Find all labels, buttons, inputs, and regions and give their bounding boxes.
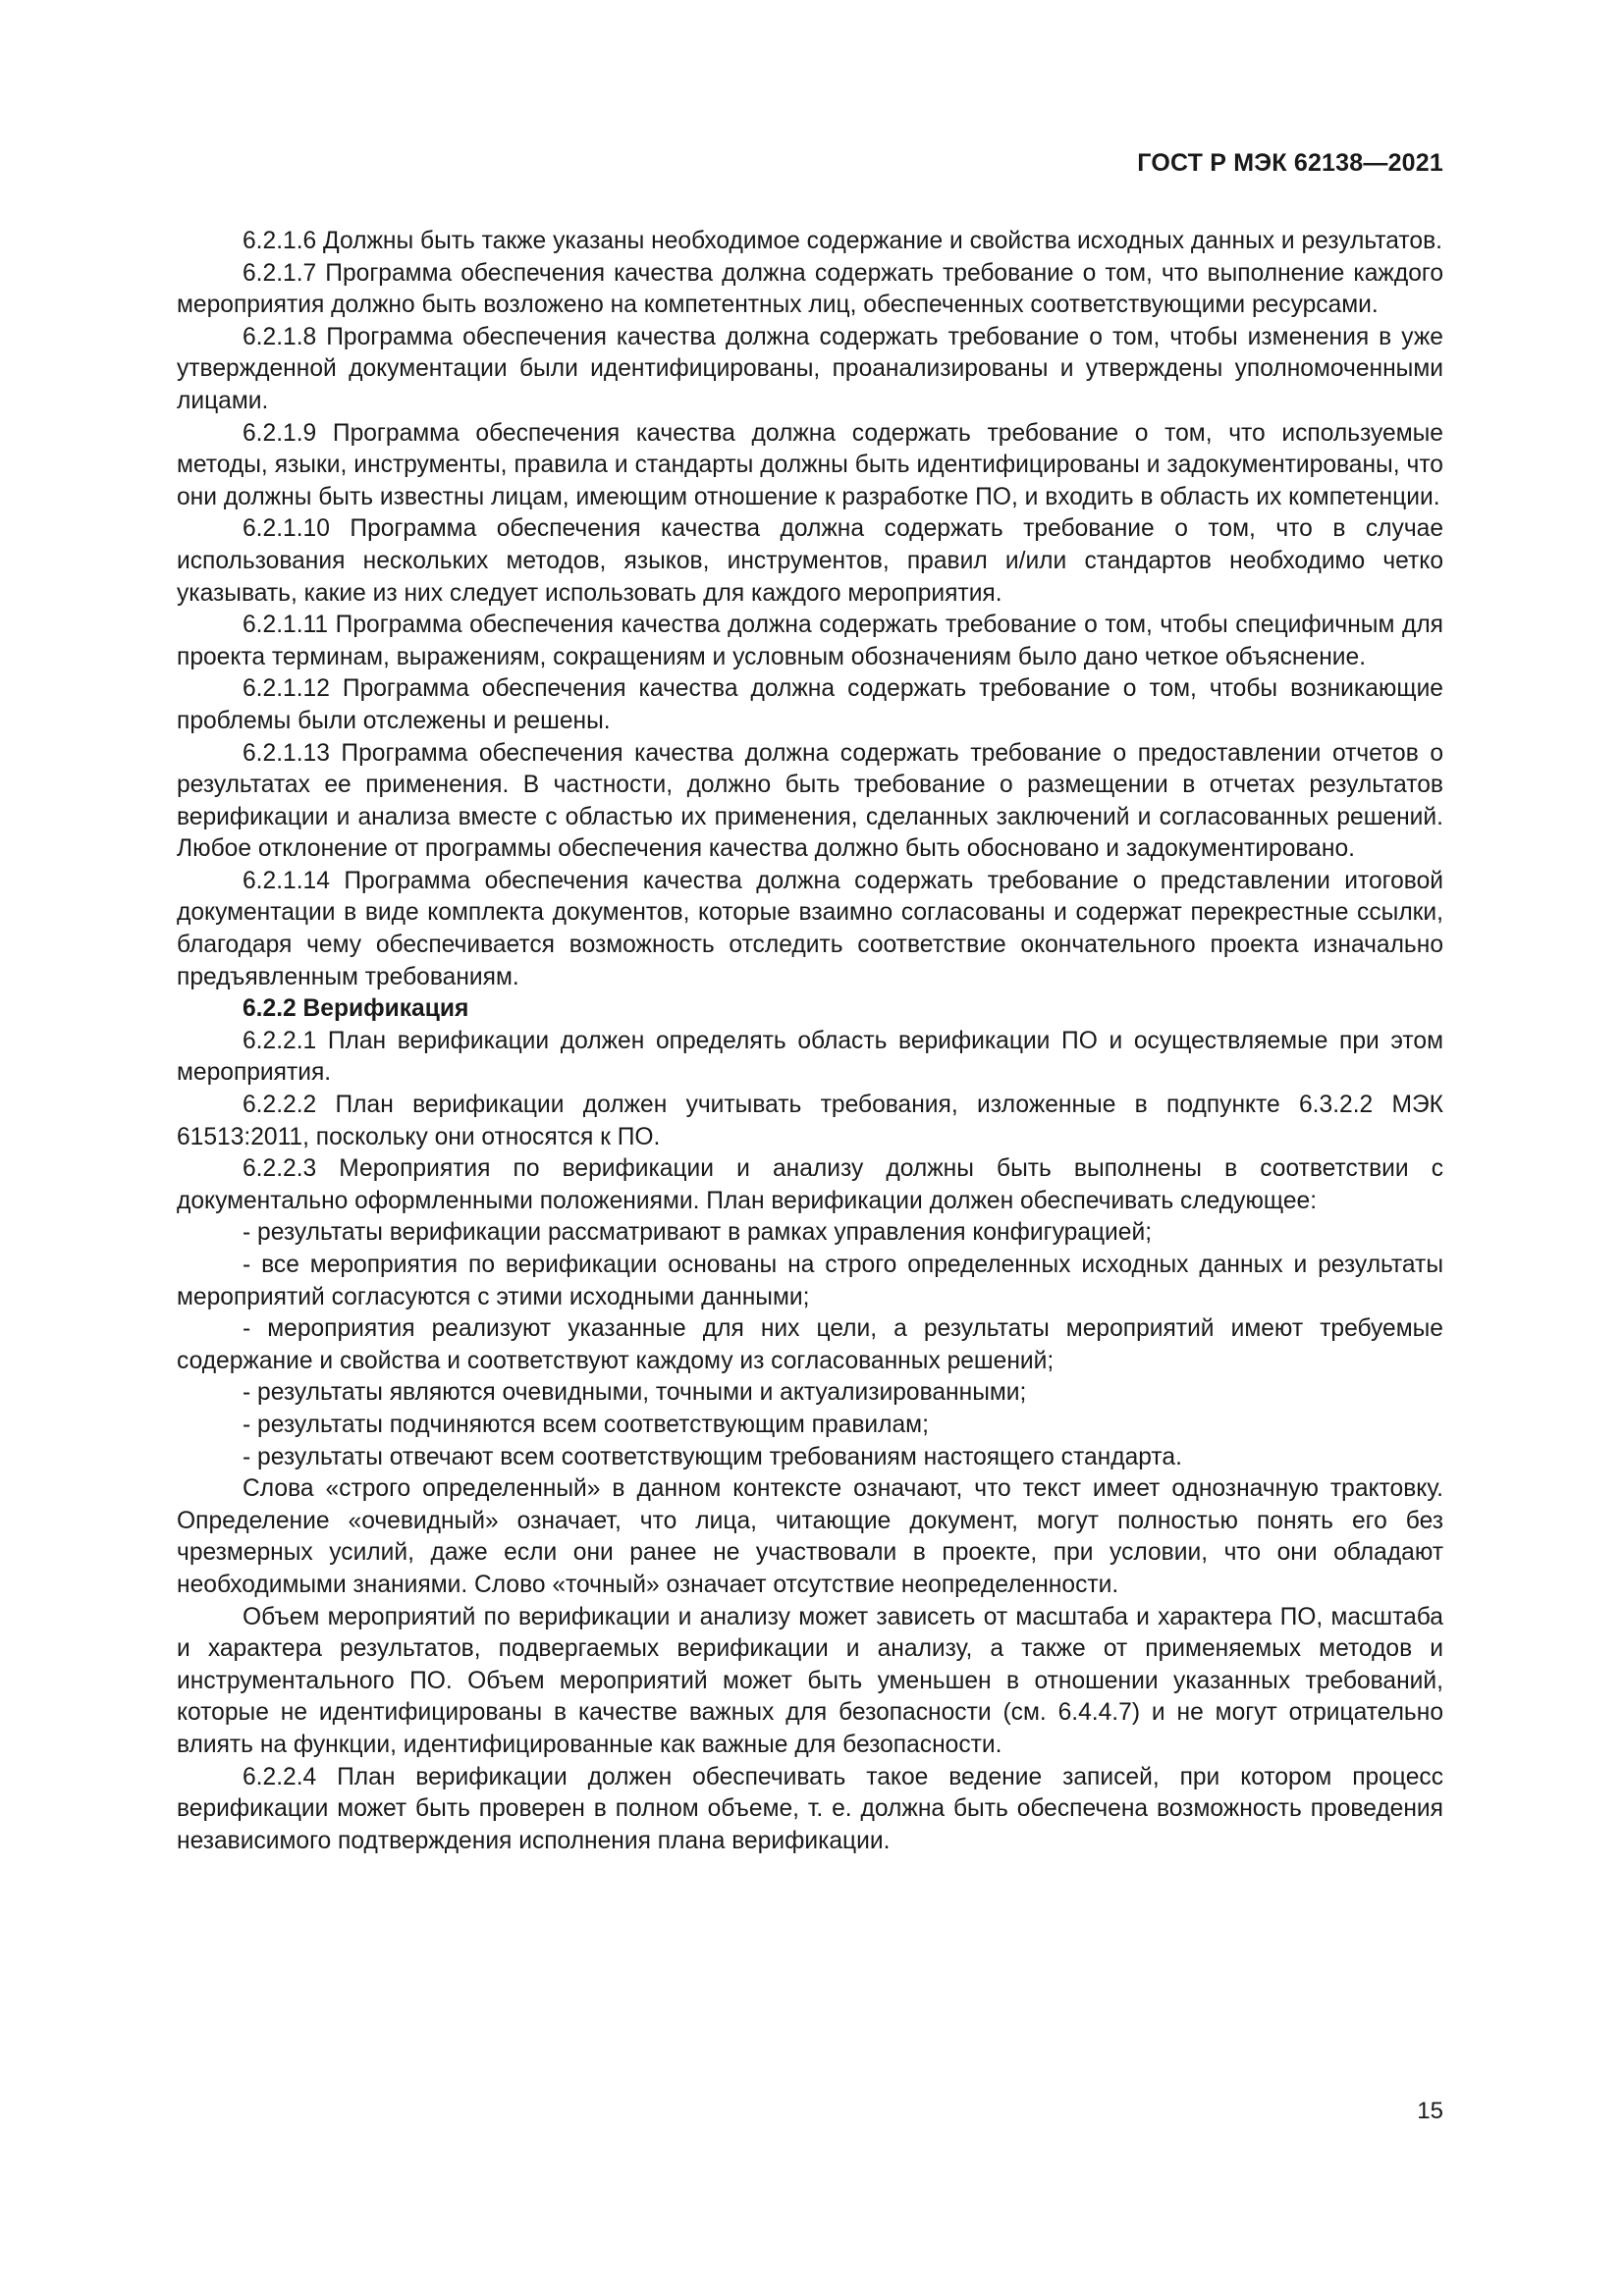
paragraph: - мероприятия реализуют указанные для них цели, а результаты мероприятий имеют требуемые содержание и свойства и соответствуют каждому из согласованных решений; [177, 1315, 1443, 1374]
paragraph: 6.2.2.2 План верификации должен учитывать требования, изложенные в подпункте 6.3.2.2 МЭК 61513:2011, поскольку они относятся к ПО. [177, 1092, 1443, 1150]
paragraph: 6.2.1.8 Программа обеспечения качества должна содержать требование о том, чтобы изменения в уже утвержденной документации были идентифицированы, проанализированы и утверждены уполномоченными лицами. [177, 323, 1443, 414]
paragraph: 6.2.2.4 План верификации должен обеспечивать такое ведение записей, при котором процесс верификации может быть проверен в полном объеме, т. е. должна быть обеспечена возможность проведения независимого подтверждения исполнения плана верификации. [177, 1763, 1443, 1854]
section-heading: 6.2.2 Верификация [243, 995, 469, 1023]
page-number: 15 [1417, 2098, 1443, 2124]
document-body [177, 226, 1443, 1857]
paragraph: 6.2.2.3 Мероприятия по верификации и анализу должны быть выполнены в соответствии с документально оформленными положениями. План верификации должен обеспечивать следующее: [177, 1155, 1443, 1214]
paragraph: - результаты являются очевидными, точными и актуализированными; [243, 1379, 1027, 1407]
paragraph: - все мероприятия по верификации основаны на строго определенных исходных данных и результаты мероприятий согласуются с этими исходными данными; [177, 1252, 1443, 1310]
paragraph: 6.2.1.13 Программа обеспечения качества должна содержать требование о предоставлении отчетов о результатах ее применения. В частности, должно быть требование о размещении в отчетах результатов верификации и анализа вместе с областью их применения, сделанных заключений и согласованных решений. Любое отклонение от программы обеспечения качества должно быть обосновано и задокументировано. [177, 739, 1443, 863]
paragraph: 6.2.1.12 Программа обеспечения качества должна содержать требование о том, чтобы возникающие проблемы были отслежены и решены. [177, 675, 1443, 734]
paragraph: - результаты отвечают всем соответствующим требованиям настоящего стандарта. [243, 1443, 1182, 1470]
paragraph: 6.2.1.14 Программа обеспечения качества должна содержать требование о представлении итоговой документации в виде комплекта документов, которые взаимно согласованы и содержат перекрестные ссылки, благодаря чему обеспечивается возможность отследить соответствие окончательного проекта изначально предъявленным требованиям. [177, 867, 1443, 990]
paragraph: 6.2.1.6 Должны быть также указаны необходимое содержание и свойства исходных данных и результатов. [243, 228, 1442, 254]
paragraph: Объем мероприятий по верификации и анализу может зависеть от масштаба и характера ПО, масштаба и характера результатов, подвергаемых верификации и анализу, а также от применяемых методов и инструментального ПО. Объем мероприятий может быть уменьшен в отношении указанных требований, которые не идентифицированы в качестве важных для безопасности (см. 6.4.4.7) и не могут отрицательно влиять на функции, идентифицированные как важные для безопасности. [177, 1603, 1443, 1758]
paragraph: - результаты верификации рассматривают в рамках управления конфигурацией; [243, 1219, 1153, 1247]
paragraph: Слова «строго определенный» в данном контексте означают, что текст имеет однозначную трактовку. Определение «очевидный» означает, что лица, читающие документ, могут полностью понять его без чрезмерных усилий, даже если они ранее не участвовали в проекте, при условии, что они обладают необходимыми знаниями. Слово «точный» означает отсутствие неопределенности. [177, 1475, 1443, 1598]
paragraph: - результаты подчиняются всем соответствующим правилам; [243, 1411, 929, 1438]
document-header: ГОСТ Р МЭК 62138—2021 [1137, 149, 1443, 177]
paragraph: 6.2.1.10 Программа обеспечения качества должна содержать требование о том, что в случае использования нескольких методов, языков, инструментов, правил и/или стандартов необходимо четко указывать, какие из них следует использовать для каждого мероприятия. [177, 515, 1443, 607]
paragraph: 6.2.1.7 Программа обеспечения качества должна содержать требование о том, что выполнение каждого мероприятия должно быть возложено на компетентных лиц, обеспеченных соответствующими ресурсами. [177, 259, 1443, 319]
paragraph: 6.2.1.9 Программа обеспечения качества должна содержать требование о том, что используемые методы, языки, инструменты, правила и стандарты должны быть идентифицированы и задокументированы, что они должны быть известны лицам, имеющим отношение к разработке ПО, и входить в область их компетенции. [177, 419, 1443, 510]
paragraph: 6.2.1.11 Программа обеспечения качества должна содержать требование о том, чтобы специфичным для проекта терминам, выражениям, сокращениям и условным обозначениям было дано четкое объяснение. [177, 612, 1443, 670]
paragraph: 6.2.2.1 План верификации должен определять область верификации ПО и осуществляемые при этом мероприятия. [177, 1027, 1443, 1087]
